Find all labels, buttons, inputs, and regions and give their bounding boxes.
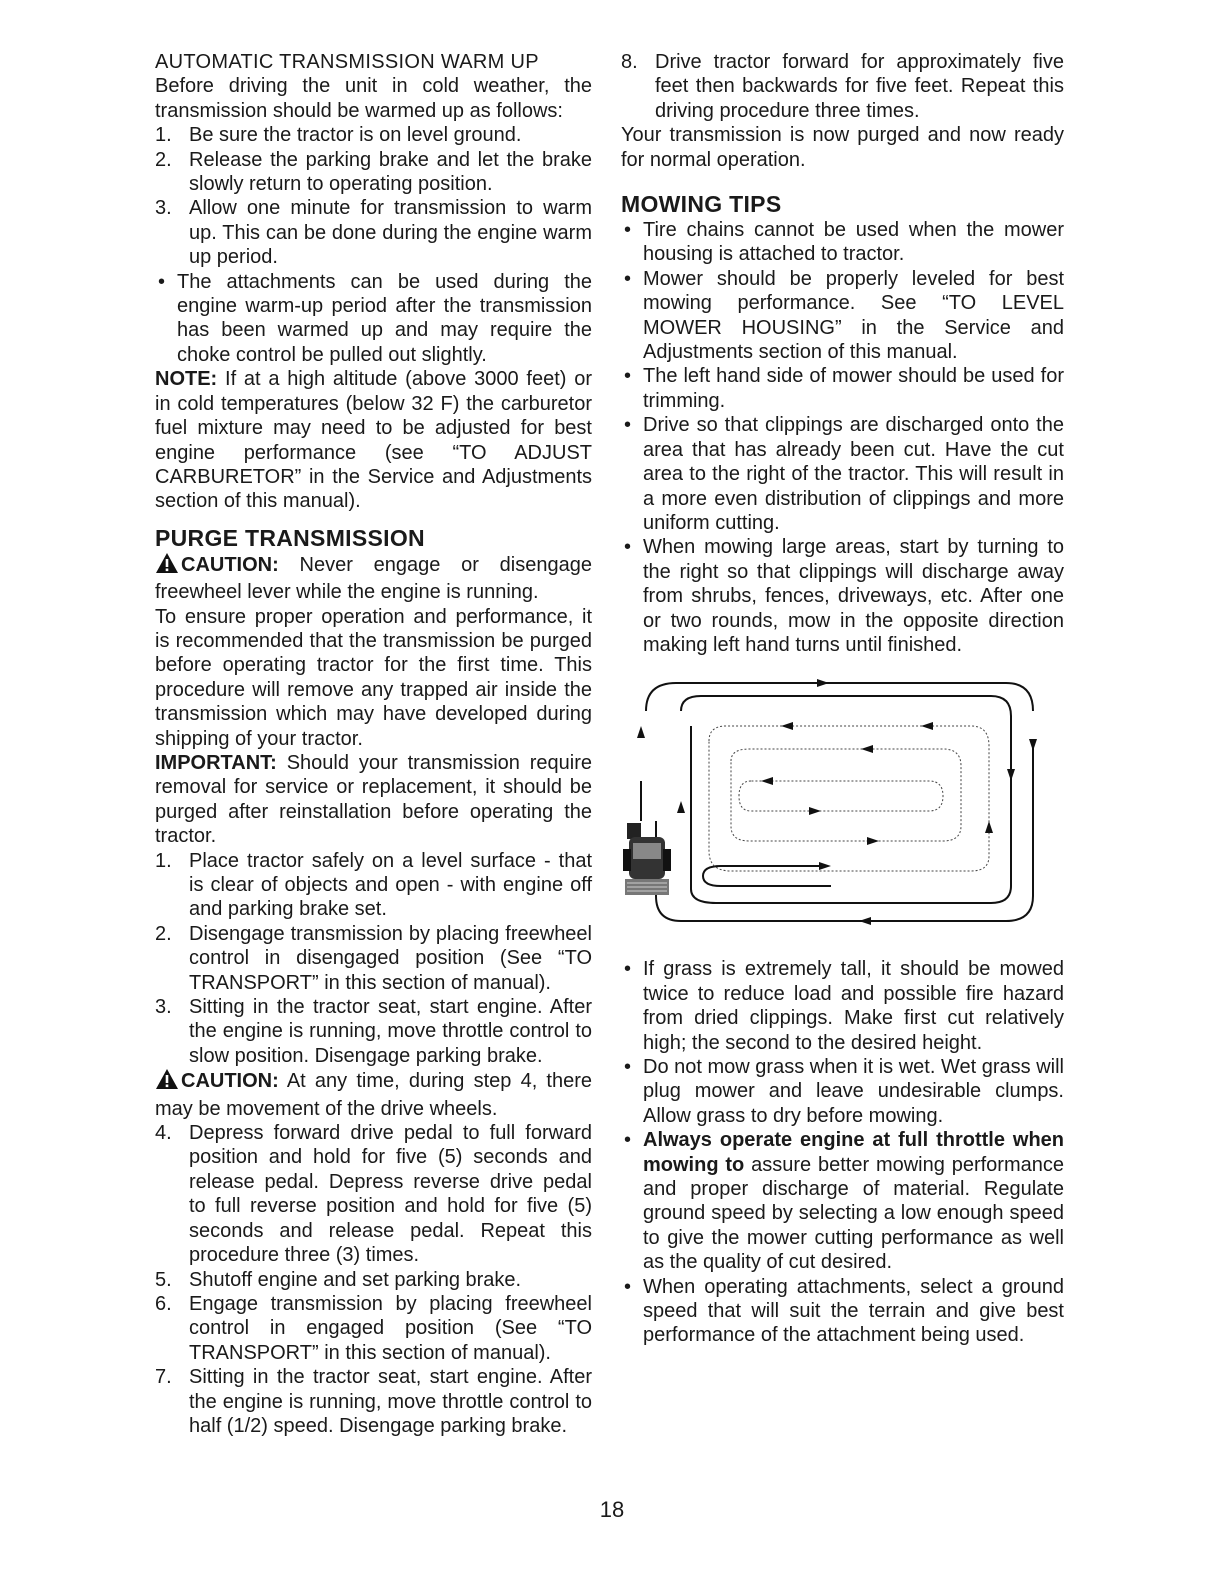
mowing-tip: • Do not mow grass when it is wet. Wet grass will plug mower and leave undesirable clumps. Allow grass to dry before mowing. xyxy=(624,1055,1064,1127)
warmup-step: 1. Be sure the tractor is on level ground. xyxy=(155,124,522,147)
warning-triangle-icon xyxy=(155,552,179,580)
purge-intro: To ensure proper operation and performance, it is recommended that the transmission be purged before operating tractor for the first time. This procedure will remove any trapped air inside the transmission which may have developed during shipping of your tractor. xyxy=(155,605,592,750)
mowing-tip: • Drive so that clippings are discharged onto the area that has already been cut. Have the cut area to the right of the tractor. This will result in a more even distribution of clippings and more uniform cutting. xyxy=(624,414,1064,534)
tractor-icon xyxy=(621,819,673,899)
mowing-tip: • When operating attachments, select a ground speed that will suit the terrain and give best performance of the attachment being used. xyxy=(624,1275,1064,1347)
purge-step: 6. Engage transmission by placing freewheel control in engaged position (See “TO TRANSPORT” in this section of manual). xyxy=(155,1292,592,1364)
warmup-step: 2. Release the parking brake and let the brake slowly return to operating position. xyxy=(155,148,592,196)
warmup-heading: AUTOMATIC TRANSMISSION WARM UP xyxy=(155,51,539,73)
purge-step: 7. Sitting in the tractor seat, start engine. After the engine is running, move throttle control to half (1/2) speed. Disengage parking brake. xyxy=(155,1366,592,1437)
warmup-note: NOTE: If at a high altitude (above 3000 feet) or in cold temperatures (below 32 F) the carburetor fuel mixture may need to be adjusted for best engine performance (see “TO ADJUST CARBURETOR” in the Service and Adjustments section of this manual). xyxy=(155,368,592,513)
mowing-tip: • Always operate engine at full throttle when mowing to assure better mowing performance and proper discharge of material. Regulate ground speed by selecting a low enough speed to give the mower cutting performance as well as the quality of cut desired. xyxy=(624,1129,1064,1274)
purge-caution-2: CAUTION: At any time, during step 4, there may be movement of the drive wheels. xyxy=(155,1070,592,1120)
purge-step: 2. Disengage transmission by placing freewheel control in disengaged position (See “TO TRANSPORT” in this section of manual). xyxy=(155,922,592,994)
purge-step: 1. Place tractor safely on a level surface - that is clear of objects and open - with engine off and parking brake set. xyxy=(155,849,592,921)
warmup-intro: Before driving the unit in cold weather, the transmission should be warmed up as follows: xyxy=(155,75,592,122)
purge-closing: Your transmission is now purged and now ready for normal operation. xyxy=(621,124,1064,171)
mowing-pattern-diagram xyxy=(621,671,1051,943)
purge-step: 3. Sitting in the tractor seat, start engine. After the engine is running, move throttle control to slow position. Disengage parking brake. xyxy=(155,996,592,1067)
purge-heading: PURGE TRANSMISSION xyxy=(155,524,425,551)
mowing-tip: • If grass is extremely tall, it should be mowed twice to reduce load and possible fire hazard from dried clippings. Make first cut relatively high; the second to the desired height. xyxy=(624,958,1064,1054)
mowing-tip: • The left hand side of mower should be used for trimming. xyxy=(624,365,1064,412)
purge-step: 4. Depress forward drive pedal to full forward position and hold for five (5) seconds and release pedal. Depress reverse drive pedal to full reverse position and hold for five (5) seconds and release pedal. Repeat this procedure three (3) times. xyxy=(155,1122,592,1267)
warmup-step: 3. Allow one minute for transmission to warm up. This can be done during the engine warm up period. xyxy=(155,197,592,269)
purge-step: 8. Drive tractor forward for approximately five feet then backwards for five feet. Repeat this driving procedure three times. xyxy=(621,51,1064,122)
mowing-heading: MOWING TIPS xyxy=(621,191,782,218)
purge-caution-1: CAUTION: Never engage or disengage freewheel lever while the engine is running. xyxy=(155,553,592,604)
purge-step: 5. Shutoff engine and set parking brake. xyxy=(155,1268,522,1291)
mowing-tip: • Mower should be properly leveled for best mowing performance. See “TO LEVEL MOWER HOUSING” in the Service and Adjustments section of this manual. xyxy=(624,267,1064,364)
warning-triangle-icon xyxy=(155,1068,179,1096)
mowing-tip: • Tire chains cannot be used when the mower housing is attached to tractor. xyxy=(624,219,1064,266)
mowing-tip: • When mowing large areas, start by turning to the right so that clippings will discharge away from shrubs, fences, driveways, etc. After one or two rounds, mow in the opposite direction making left hand turns until finished. xyxy=(624,536,1064,656)
warmup-bullet: • The attachments can be used during the engine warm-up period after the transmission has been warmed up and may require the choke control be pulled out slightly. xyxy=(158,270,592,366)
page-number: 18 xyxy=(599,1497,625,1522)
left-column xyxy=(155,50,592,1438)
purge-important: IMPORTANT: Should your transmission require removal for service or replacement, it should be purged after reinstallation before operating the tractor. xyxy=(155,751,592,848)
note-label: NOTE: xyxy=(155,368,218,391)
right-column xyxy=(621,50,1064,1348)
